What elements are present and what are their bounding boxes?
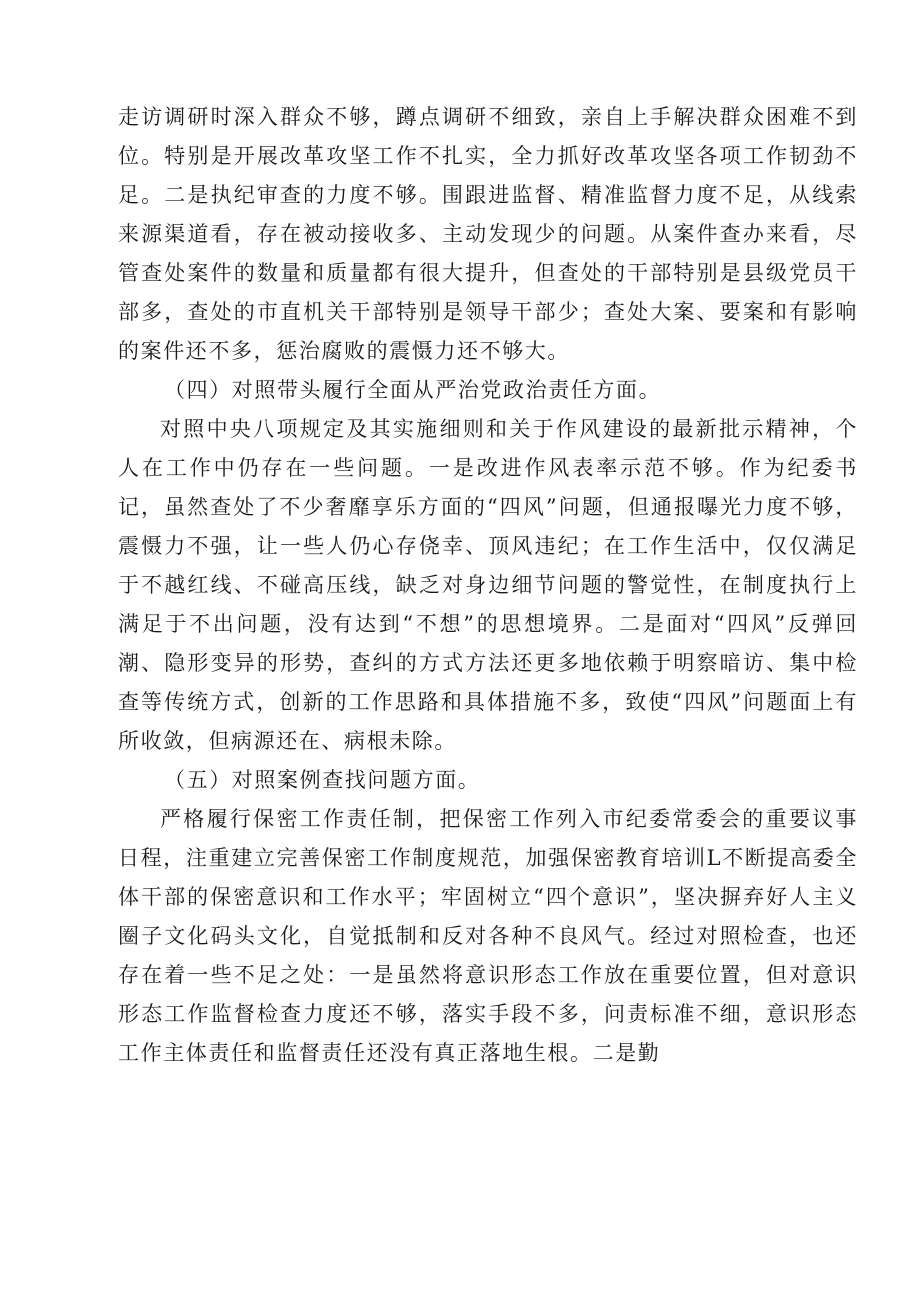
section-heading-5: （五）对照案例查找问题方面。 (164, 768, 481, 792)
body-paragraph-2: 对照中央八项规定及其实施细则和关于作风建设的最新批示精神，个人在工作中仍存在一些问题。一是改进作风表率示范不够。作为纪委书记，虽然查处了不少奢靡享乐方面的“四风”问题，但通报曝光力度不够，震慑力不强，让一些人仍心存侥幸、顶风违纪；在工作生活中，仅仅满足于不越红线、不碰高压线，缺乏对身边细节问题的警觉性，在制度执行上满足于不出问题，没有达到“不想”的思想境界。二是面对“四风”反弹回潮、隐形变异的形势，查纠的方式方法还更多地依赖于明察暗访、集中检查等传统方式，创新的工作思路和具体措施不多，致使“四风”问题面上有所收敛，但病源还在、病根未除。 (118, 417, 858, 753)
body-paragraph-3: 严格履行保密工作责任制，把保密工作列入市纪委常委会的重要议事日程，注重建立完善保密工作制度规范，加强保密教育培训L不断提高委全体干部的保密意识和工作水平；牢固树立“四个意识”，坚决摒弃好人主义圈子文化码头文化，自觉抵制和反对各种不良风气。经过对照检查，也还存在着一些不足之处：一是虽然将意识形态工作放在重要位置，但对意识形态工作监督检查力度还不够，落实手段不多，问责标准不细，意识形态工作主体责任和监督责任还没有真正落地生根。二是勤 (118, 807, 858, 1065)
document-body (118, 98, 858, 1073)
body-paragraph-1: 走访调研时深入群众不够，蹲点调研不细致，亲自上手解决群众困难不到位。特别是开展改革攻坚工作不扎实，全力抓好改革攻坚各项工作韧劲不足。二是执纪审查的力度不够。围跟进监督、精准监督力度不足，从线索来源渠道看，存在被动接收多、主动发现少的问题。从案件查办来看，尽管查处案件的数量和质量都有很大提升，但查处的干部特别是县级党员干部多，查处的市直机关干部特别是领导干部少；查处大案、要案和有影响的案件还不多，惩治腐败的震慑力还不够大。 (118, 105, 858, 363)
section-heading-4: （四）对照带头履行全面从严治党政治责任方面。 (164, 378, 662, 402)
